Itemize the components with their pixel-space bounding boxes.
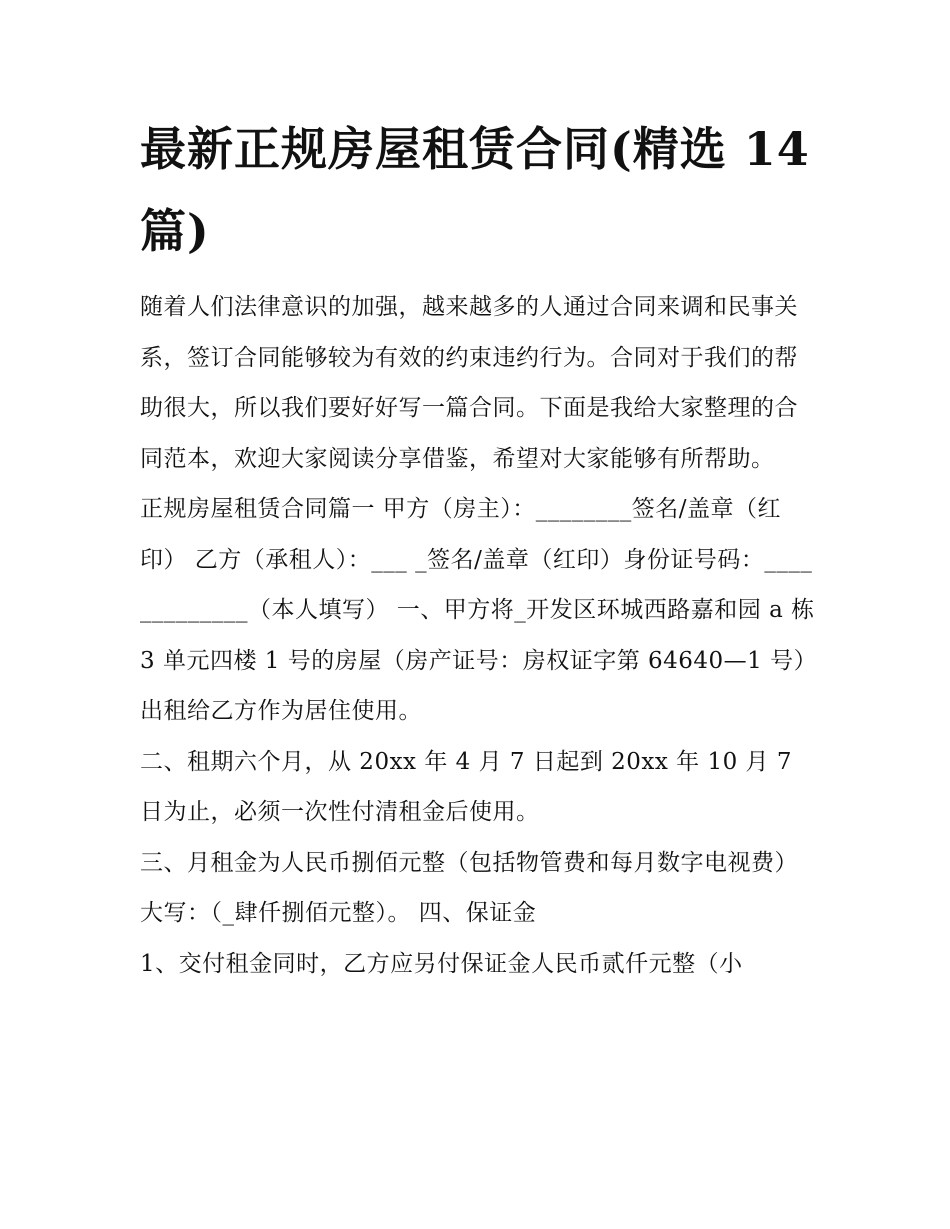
intro-paragraph: 随着人们法律意识的加强，越来越多的人通过合同来调和民事关系，签订合同能够较为有效的约束违约行为。合同对于我们的帮助很大，所以我们要好好写一篇合同。下面是我给大家整理的合同范本，欢迎大家阅读分享借鉴，希望对大家能够有所帮助。: [140, 294, 798, 472]
clause-three-paragraph: 三、月租金为人民币捌佰元整（包括物管费和每月数字电视费）大写：（_肆仟捌佰元整）。 四、保证金: [140, 849, 798, 926]
parties-paragraph: 正规房屋租赁合同篇一 甲方（房主）：________签名/盖章（红印） 乙方（承租人）：___ _签名/盖章（红印）身份证号码：____: [140, 496, 813, 573]
deposit-item-paragraph: 1、交付租金同时，乙方应另付保证金人民币贰仟元整（小: [140, 950, 743, 977]
document-title: 最新正规房屋租赁合同(精选 14 篇): [140, 122, 810, 258]
clause-two-paragraph: 二、租期六个月，从 20xx 年 4 月 7 日起到 20xx 年 10 月 7 日为止，必须一次性付清租金后使用。: [140, 748, 793, 825]
clause-one-paragraph: _________（本人填写） 一、甲方将_开发区环城西路嘉和园 a 栋 3 单元四楼 1 号的房屋（房产证号：房权证字第 64640—1 号）出租给乙方作为居住使用。: [140, 597, 818, 724]
document-page: [140, 108, 820, 989]
